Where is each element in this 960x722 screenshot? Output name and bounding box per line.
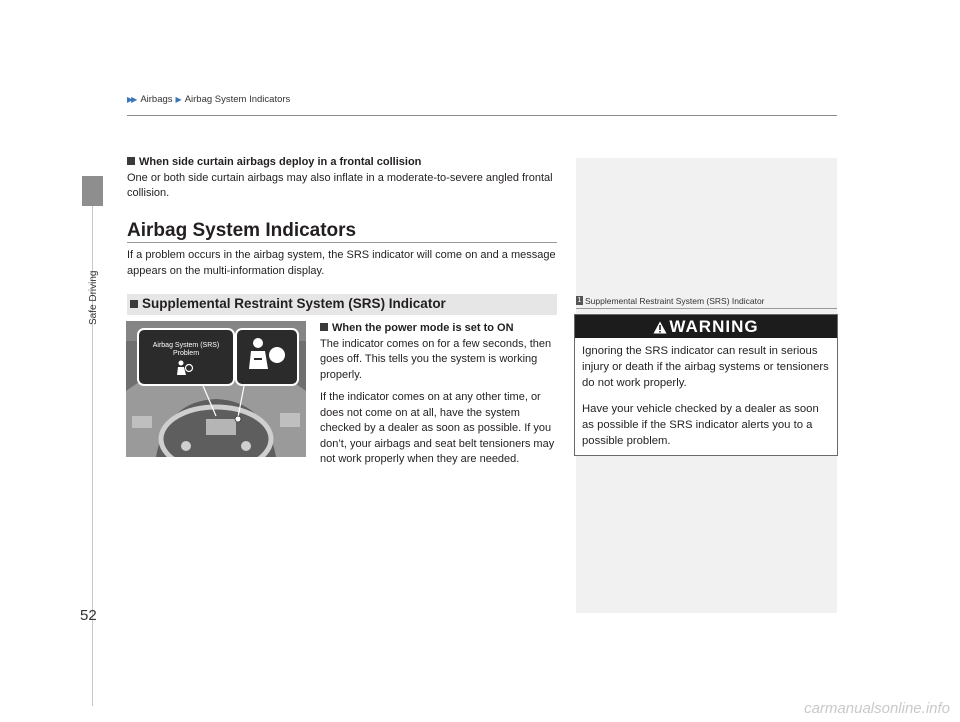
power-mode-text: The indicator comes on for a few seconds, then goes off. This tells you the system is working properly. — [320, 337, 552, 381]
section-intro: If a problem occurs in the airbag system, the SRS indicator will come on and a message appears on the multi-information display. — [127, 249, 556, 277]
section-rule — [127, 242, 557, 243]
breadcrumb-arrow-icon: ▶ — [175, 95, 180, 104]
square-bullet-icon — [127, 157, 135, 165]
frontal-collision-heading: When side curtain airbags deploy in a frontal collision — [127, 155, 557, 171]
breadcrumb-current: Airbag System Indicators — [184, 94, 291, 105]
frontal-collision-block — [127, 155, 557, 202]
warning-header: WARNING — [575, 315, 837, 338]
breadcrumb-arrow-icon: ▶▶ — [127, 95, 136, 104]
sidenote-number-badge: 1 — [577, 297, 582, 304]
section-tab-marker — [82, 176, 103, 206]
power-mode-block — [320, 321, 560, 475]
frontal-collision-text: One or both side curtain airbags may also inflate in a moderate-to-severe angled frontal collision. — [127, 171, 553, 199]
page-number: 52 — [80, 607, 97, 624]
display-line-1: Airbag System (SRS) — [152, 342, 220, 349]
side-section-label: Safe Driving — [88, 270, 99, 325]
warning-paragraph-2: Have your vehicle checked by a dealer as soon as possible if the SRS indicator alerts you to a possible problem. — [582, 403, 819, 447]
warning-box — [574, 314, 838, 456]
dashboard-illustration — [126, 321, 306, 457]
breadcrumb — [127, 94, 290, 105]
header-rule — [127, 115, 837, 116]
square-bullet-icon — [130, 300, 138, 308]
display-line-2: Problem — [172, 350, 200, 357]
warning-paragraph-1: Ignoring the SRS indicator can result in serious injury or death if the airbag systems or tensioners do not work properly. — [582, 345, 829, 389]
power-mode-heading: When the power mode is set to ON — [320, 321, 560, 337]
watermark: carmanualsonline.info — [804, 700, 950, 717]
warning-text — [582, 343, 830, 459]
sidenote-title: 1 Supplemental Restraint System (SRS) Indicator — [577, 296, 765, 306]
sidenote-rule — [576, 308, 837, 309]
breadcrumb-link-airbags[interactable]: Airbags — [140, 94, 173, 105]
srs-heading: Supplemental Restraint System (SRS) Indicator — [130, 296, 446, 311]
warning-triangle-icon — [653, 321, 667, 334]
problem-text: If the indicator comes on at any other time, or does not come on at all, have the system checked by a dealer as soon as possible. If you don’t, your airbags and seat belt tensioners may not work properly when they are needed. — [320, 391, 555, 465]
section-title: Airbag System Indicators — [127, 220, 357, 241]
square-bullet-icon — [320, 323, 328, 331]
